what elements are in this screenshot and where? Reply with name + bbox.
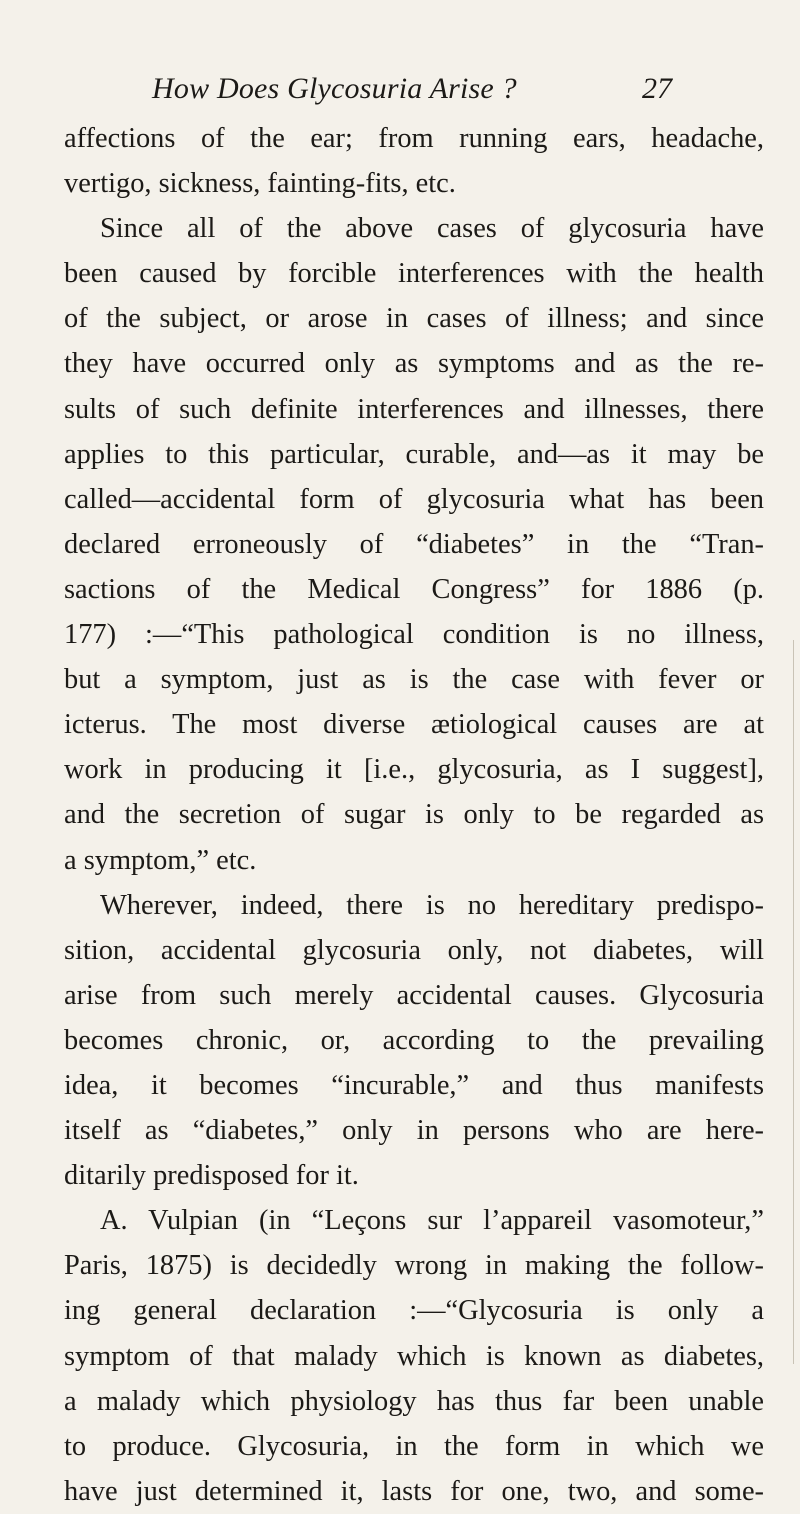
text-line: have just determined it, lasts for one, two, and some- [64,1475,764,1507]
body-text [64,116,764,1514]
text-line: affections of the ear; from running ears, headache, [64,123,764,154]
text-line: sactions of the Medical Congress” for 1886 (p. [64,573,764,605]
running-head [0,72,800,116]
text-line: idea, it becomes “incurable,” and thus manifests [64,1069,764,1101]
text-line: to produce. Glycosuria, in the form in which we [64,1430,764,1462]
text-line: icterus. The most diverse ætiological causes are at [64,709,764,741]
text-line: but a symptom, just as is the case with fever or [64,664,764,696]
page-edge-shadow [793,640,794,1364]
text-line: ditarily predisposed for it. [64,1160,359,1192]
text-line: they have occurred only as symptoms and as the re- [64,348,764,380]
page-number: 27 [642,72,672,105]
text-line: a malady which physiology has thus far been unable [64,1385,764,1417]
text-line: Since all of the above cases of glycosuria have [100,213,764,245]
text-line: called—accidental form of glycosuria what has been [64,483,764,515]
running-title: How Does Glycosuria Arise ? [152,72,517,105]
text-line: Paris, 1875) is decidedly wrong in making the follow- [64,1250,764,1282]
text-line: becomes chronic, or, according to the prevailing [64,1024,764,1056]
text-line: been caused by forcible interferences with the health [64,258,764,290]
text-line: of the subject, or arose in cases of illness; and since [64,303,764,335]
text-line: sition, accidental glycosuria only, not diabetes, will [64,934,764,966]
text-line: vertigo, sickness, fainting-fits, etc. [64,168,456,200]
text-line: ing general declaration :—“Glycosuria is only a [64,1295,764,1327]
text-line: itself as “diabetes,” only in persons who are here- [64,1115,764,1147]
text-line: Wherever, indeed, there is no hereditary predispo- [100,889,764,921]
text-line: a symptom,” etc. [64,844,257,876]
text-line: arise from such merely accidental causes. Glycosuria [64,979,764,1011]
text-line: A. Vulpian (in “Leçons sur l’appareil vasomoteur,” [100,1205,764,1237]
text-line: 177) :—“This pathological condition is no illness, [64,619,764,651]
text-line: applies to this particular, curable, and—as it may be [64,438,764,470]
text-line: work in producing it [i.e., glycosuria, as I suggest], [64,754,764,786]
text-line: sults of such definite interferences and illnesses, there [64,393,764,425]
text-line: and the secretion of sugar is only to be regarded as [64,799,764,831]
text-line: symptom of that malady which is known as diabetes, [64,1340,764,1372]
text-line: declared erroneously of “diabetes” in the “Tran- [64,528,764,560]
